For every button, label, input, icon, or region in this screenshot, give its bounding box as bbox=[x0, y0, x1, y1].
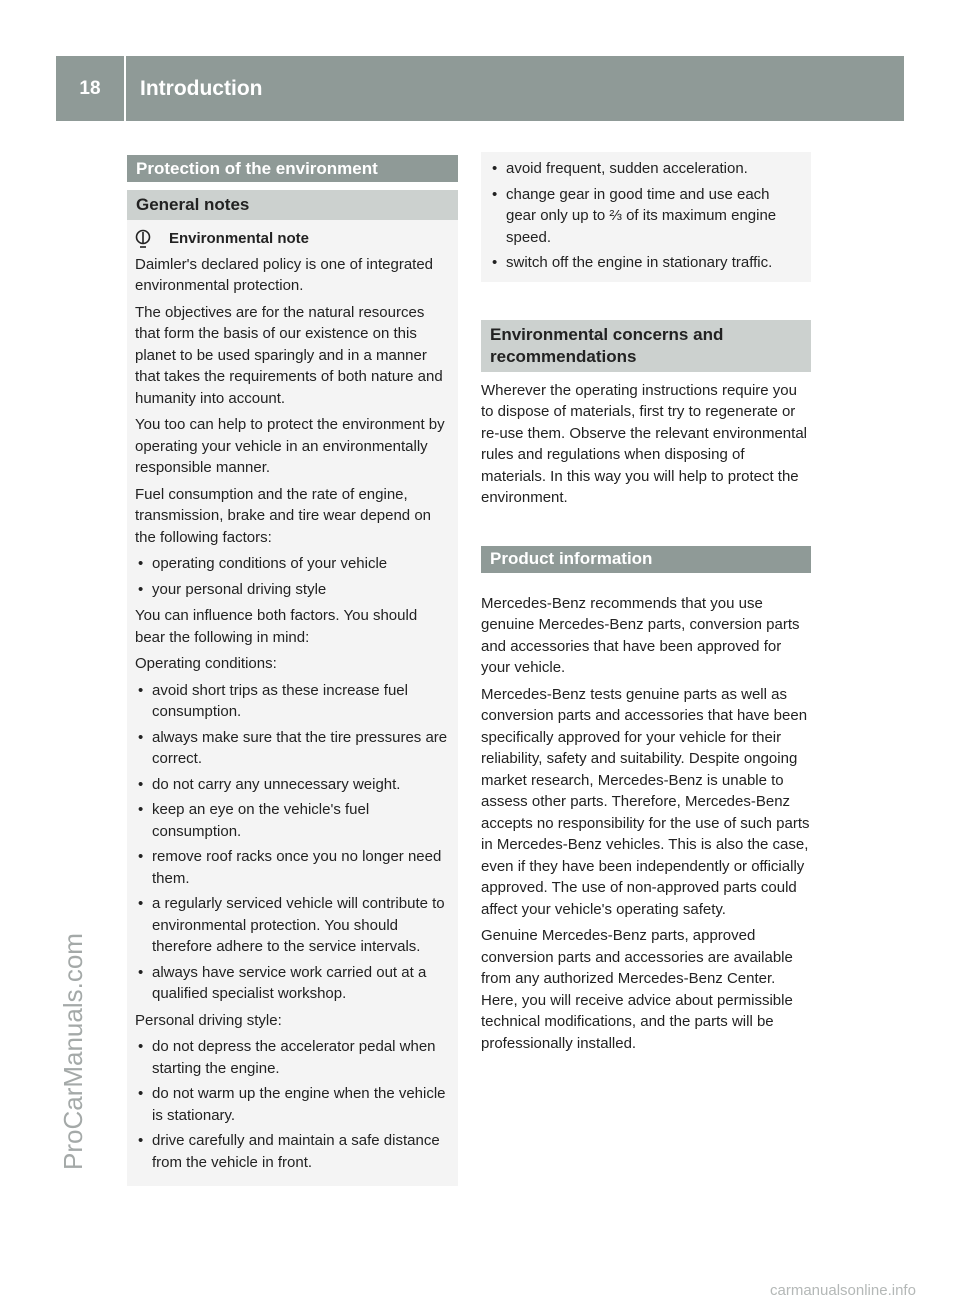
list-item: • switch off the engine in stationary traffic. bbox=[489, 252, 803, 274]
note-paragraph-4: Fuel consumption and the rate of engine, transmission, brake and tire wear depend on the following factors: bbox=[135, 485, 432, 546]
note-paragraph-1: Daimler's declared policy is one of integrated environmental protection. bbox=[135, 255, 434, 294]
list-item: • your personal driving style bbox=[135, 579, 450, 601]
left-column bbox=[127, 155, 458, 1186]
list-item: • do not depress the accelerator pedal when starting the engine. bbox=[135, 1036, 450, 1079]
list-item: • a regularly serviced vehicle will contribute to environmental protection. You should therefore adhere to the service intervals. bbox=[135, 893, 450, 958]
list-item: • drive carefully and maintain a safe distance from the vehicle in front. bbox=[135, 1130, 450, 1173]
page-number: 18 bbox=[56, 56, 126, 121]
page-title: Introduction bbox=[140, 76, 263, 100]
product-paragraph-2: Mercedes-Benz tests genuine parts as well as conversion parts and accessories that have been specifically approved for your vehicle for their reliability, safety and suitability. Despite ongoing market research, Mercedes-Benz is unable to assess other parts. Therefore, Mercedes-Benz accepts no responsibility for the use of such parts in Mercedes-Benz vehicles. This is also the case, even if they have been independently or officially approved. The use of non-approved parts could affect your vehicle's operating safety. bbox=[481, 685, 810, 918]
environmental-note-panel bbox=[127, 220, 458, 1186]
page-header bbox=[56, 56, 904, 121]
list-item: • avoid frequent, sudden acceleration. bbox=[489, 158, 803, 180]
list-item: • always make sure that the tire pressures are correct. bbox=[135, 727, 450, 770]
section-title-product-information: Product information bbox=[481, 546, 811, 573]
right-column bbox=[481, 152, 811, 1059]
list-item: • operating conditions of your vehicle bbox=[135, 553, 450, 575]
product-paragraph-1: Mercedes-Benz recommends that you use genuine Mercedes-Benz parts, conversion parts and accessories that have been approved for your vehicle. bbox=[481, 594, 800, 676]
list-item: • do not carry any unnecessary weight. bbox=[135, 774, 450, 796]
watermark: carmanualsonline.info bbox=[770, 1282, 916, 1299]
personal-style-list bbox=[135, 1036, 450, 1173]
note-label: Environmental note bbox=[169, 230, 310, 247]
list-item: • always have service work carried out at a qualified specialist workshop. bbox=[135, 962, 450, 1005]
list-item: • avoid short trips as these increase fuel consumption. bbox=[135, 680, 450, 723]
note-paragraph-5: You can influence both factors. You should bear the following in mind: bbox=[135, 607, 418, 646]
note-heading bbox=[135, 228, 450, 250]
product-paragraph-3: Genuine Mercedes-Benz parts, approved conversion parts and accessories are available from any authorized Mercedes-Benz Center. Here, you will receive advice about permissible technical modifications, and the parts will be professionally installed. bbox=[481, 927, 793, 1052]
list-item: • change gear in good time and use each gear only up to ⅔ of its maximum engine speed. bbox=[489, 184, 803, 249]
subsection-title-general-notes: General notes bbox=[127, 190, 458, 220]
list-item: • keep an eye on the vehicle's fuel consumption. bbox=[135, 799, 450, 842]
note-paragraph-2: The objectives are for the natural resources that form the basis of our existence on this planet to be used sparingly and in a manner that takes the requirements of both nature and humanity into account. bbox=[135, 303, 443, 407]
section-title-protection: Protection of the environment bbox=[127, 155, 458, 182]
list-item: • do not warm up the engine when the vehicle is stationary. bbox=[135, 1083, 450, 1126]
continued-list bbox=[489, 158, 803, 274]
sidebar-site-label: ProCarManuals.com bbox=[58, 933, 88, 1170]
section-title-environmental-concerns: Environmental concerns and recommendations bbox=[481, 320, 811, 372]
personal-style-label: Personal driving style: bbox=[135, 1011, 282, 1029]
continued-note-panel bbox=[481, 152, 811, 282]
environmental-paragraph: Wherever the operating instructions require you to dispose of materials, first try to regenerate or re-use them. Observe the relevant environmental rules and regulations when disposing of materials. In this way you will help to protect the environment. bbox=[481, 381, 807, 506]
lightbulb-icon bbox=[135, 229, 157, 249]
list-item: • remove roof racks once you no longer need them. bbox=[135, 846, 450, 889]
note-paragraph-3: You too can help to protect the environment by operating your vehicle in an environmentally responsible manner. bbox=[135, 416, 445, 476]
operating-conditions-list bbox=[135, 680, 450, 1005]
operating-conditions-label: Operating conditions: bbox=[135, 655, 277, 672]
factors-list bbox=[135, 553, 450, 600]
